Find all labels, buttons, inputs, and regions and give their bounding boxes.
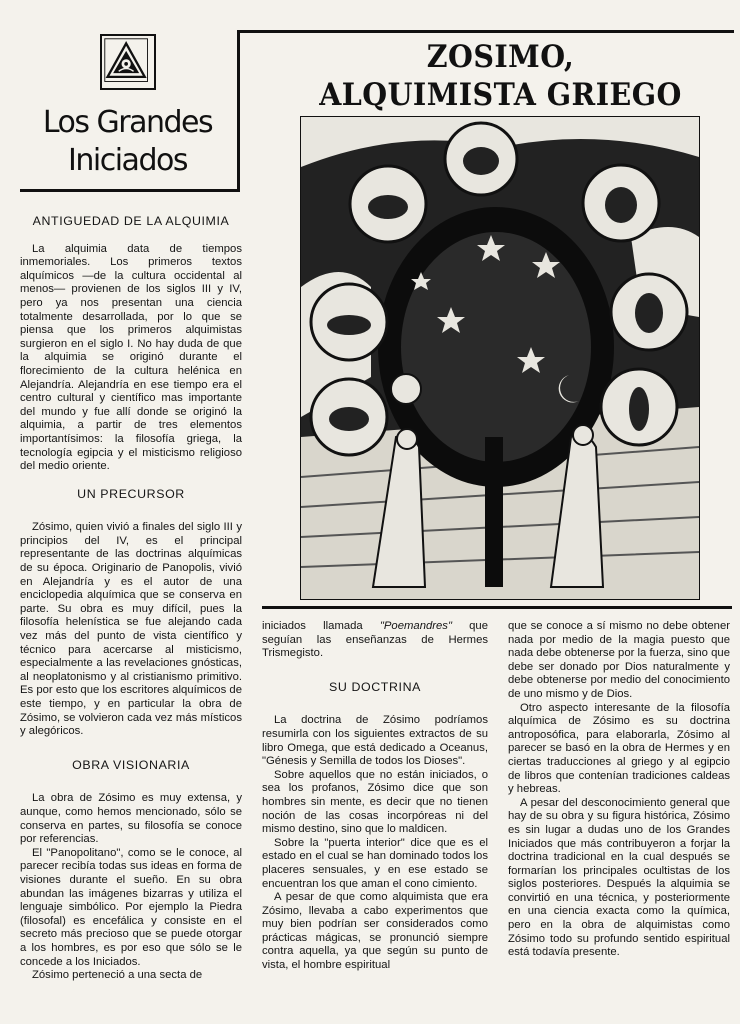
series-title [20, 104, 235, 180]
body-paragraph: Zósimo, quien vivió a finales del siglo III y principios del IV, es el principal representante de las doctrinas alquímicas de su época. Originario de Panopolis, vivió en Alejandría y es el autor de una enciclopedia alquímica que se conserva en parte. Su obra es muy difícil, pues la filosofía helenística se fue alejando cada vez más del punto de vista científico y técnico para acercarse al misticismo, especialmente a las revelaciones gnósticas, al neoplatonismo y al cristianismo primitivo. Es por esto que los escritores alquímicos de este tiempo, y en particular la obra de Zósimo, se volvieron cada vez más místicos y alegóricos. [20, 521, 242, 738]
section-heading: UN PRECURSOR [77, 486, 185, 501]
body-paragraph: La obra de Zósimo es muy extensa, y aunque, como hemos mencionado, sólo se conserva en partes, su filosofía se conoce por referencias. [20, 792, 242, 846]
section-heading: ANTIGUEDAD DE LA ALQUIMIA [32, 214, 230, 228]
body-paragraph: que se conoce a sí mismo no debe obtener nada por medio de la magia puesto que nada debe obtenerse por la fuerza, sino que debe ser donado por Dios naturalmente y debe obtenerse por medio del conocimiento de uno mismo y de Dios. [508, 620, 730, 700]
body-paragraph: A pesar del desconocimiento general que hay de su obra y su figura histórica, Zósimo es sin lugar a dudas uno de los Grandes Iniciados que más contribuyeron a forjar la doctrina tradicional en la cual después se formarían los principales ocultistas de los siglos posteriores. Después la alquimia se convirtió en una técnica, y posteriormente en una ciencia exacta como la química, pero en la obra de alquimistas como Zósimo todo su profundo sentido espiritual está todavía presente. [508, 796, 730, 959]
headline-line1: ZOSIMO, [426, 39, 575, 75]
section-heading: OBRA VISIONARIA [72, 757, 190, 772]
alchemical-tree-engraving [300, 116, 700, 600]
body-paragraph: Otro aspecto interesante de la filosofía alquímica de Zósimo es su doctrina antroposófica, para elaborarla, Zósimo al parecer se basó en la obra de Hermes y en ciertas traducciones al griego y al egipcio de libros que contenían tradiciones caldeas y hebreas. [508, 701, 730, 796]
text-fragment: iniciados llamada [262, 620, 380, 632]
text-column-2 [262, 620, 488, 973]
triangle-emblem-icon [100, 34, 156, 90]
body-paragraph: La alquimia data de tiempos inmemoriales. Los primeros textos alquímicos —de la cultura occidental al menos— provienen de los siglos III y IV, pero ya nos presentan una ciencia totalmente desarrollada, por lo que se piensa que los primeros alquimistas surgieron en el siglo I. No hay duda de que la alquimia se originó durante el florecimiento de la cultura helénica en Alejandría. Alejandría en ese tiempo era el centro cultural y científico mas importante del mundo y fue allí donde se originó la alquimia, a partir de tres elementos importantísimos: la filosofía griega, la tecnología egipcia y el misticismo religioso del medio oriente. [20, 242, 242, 473]
body-paragraph [262, 620, 488, 661]
body-paragraph: A pesar de que como alquimista que era Zósimo, llevaba a cabo experimentos que muy bien podrían ser considerados como prácticas mágicas, se pronunció siempre contra aquella, ya que según su punto de vista, el hombre espiritual [262, 891, 488, 972]
series-title-line1: Los Grandes [42, 105, 213, 140]
text-fragment: que seguían las enseñanzas de Hermes Trismegisto. [262, 620, 488, 660]
body-paragraph: La doctrina de Zósimo podríamos resumirla con los siguientes extractos de su libro Omega, que está dedicado a Oceanus, "Génesis y Semilla de todos los Dioses". [262, 714, 488, 768]
article-headline [296, 38, 705, 114]
text-column-3 [508, 620, 730, 960]
column-top-rule [262, 606, 732, 609]
frame-top-rule [240, 30, 734, 33]
book-title: "Poemandres" [379, 620, 452, 632]
frame-bottom-rule [20, 189, 240, 192]
headline-line2: ALQUIMISTA GRIEGO [319, 77, 682, 113]
series-title-line2: Iniciados [68, 143, 187, 178]
frame-vertical-rule [237, 30, 240, 192]
section-heading: SU DOCTRINA [329, 679, 421, 694]
body-paragraph: Sobre la "puerta interior" dice que es el estado en el cual se han dominado todos los placeres sensuales, y en ese estado se encuentran los que aman el cono cimiento. [262, 836, 488, 890]
body-paragraph: Sobre aquellos que no están iniciados, o sea los profanos, Zósimo dice que son hombres sin mente, es decir que no tienen noción de las cosas incorpóreas ni del mismo destino, sino que lo maldicen. [262, 768, 488, 836]
body-paragraph: El "Panopolitano", como se le conoce, al parecer recibía todas sus ideas en forma de visiones durante el sueño. En su obra abundan las imágenes bizarras y utiliza el lenguaje simbólico. Por ejemplo la Piedra (filosofal) es encefálica y consiste en el secreto más precioso que se puede otorgar a los hombres, es por eso que sólo se le concede a los Iniciados. [20, 846, 242, 968]
body-paragraph: Zósimo perteneció a una secta de [32, 969, 203, 982]
text-column-1 [20, 215, 242, 983]
